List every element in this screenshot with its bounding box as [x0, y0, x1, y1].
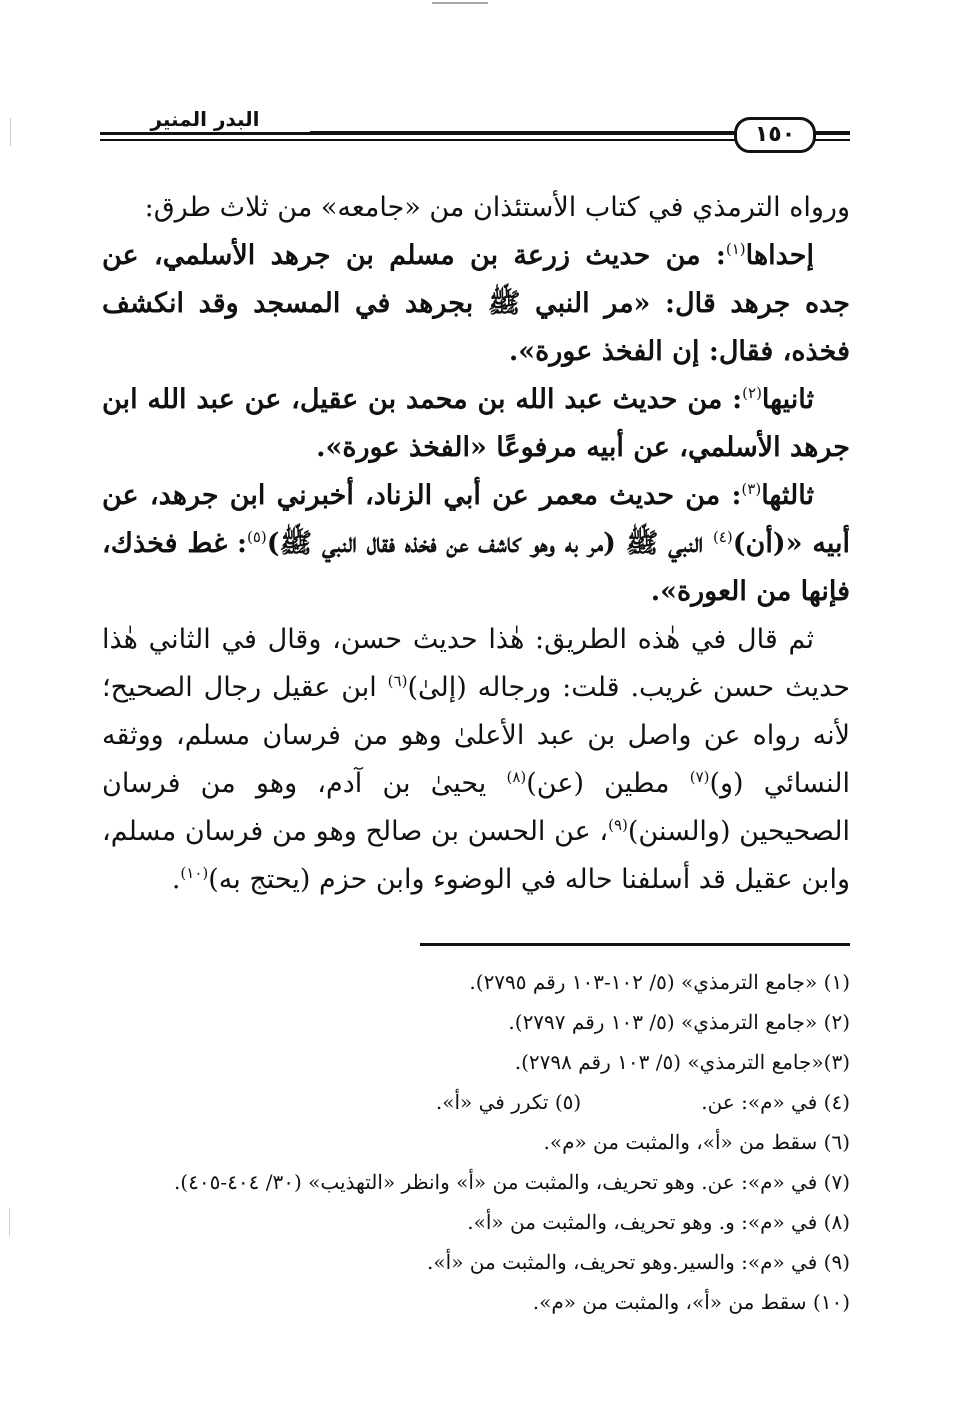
paragraph-text: : من حديث زرعة بن مسلم بن جرهد الأسلمي، عن جده جرهد قال: «مر النبي ﷺ بجرهد في المسجد وقد انكشف فخذه، فقال: إن الفخذ عورة». [102, 240, 850, 367]
paragraph-first-path [102, 232, 850, 376]
scan-mark [432, 2, 488, 4]
footnote-reference: (٧) [689, 768, 710, 786]
paragraph-text: النبي ﷺ (مر به وهو كاشف عن فخذه فقال النبي ﷺ) [266, 528, 713, 559]
paragraph-intro: ورواه الترمذي في كتاب الأستئذان من «جامعه» من ثلاث طرق: [144, 192, 850, 223]
footnote-5: (٥) تكرر في «أ». [435, 1090, 582, 1114]
footnote-4: (٤) في «م»: عن. [701, 1090, 850, 1114]
paragraph-commentary [102, 616, 850, 904]
path-label: ثانيها [761, 384, 814, 415]
footnote-10: (١٠) سقط من «أ»، والمثبت من «م». [532, 1290, 850, 1314]
path-label: ثالثها [761, 480, 814, 511]
scan-tick [10, 118, 11, 146]
footnote-3: (٣)«جامع الترمذي» (٥/ ١٠٣ رقم ٢٧٩٨). [514, 1050, 850, 1074]
running-title: البدر المنير [100, 106, 310, 132]
page-number: ١٥٠ [734, 117, 816, 153]
scan-tick [9, 1208, 10, 1236]
path-label: إحداها [745, 240, 814, 271]
paragraph-third-path [102, 472, 850, 616]
footnote-reference: (٦) [387, 672, 408, 690]
footnote-reference: (٤) [712, 528, 733, 546]
paragraph-text: . [171, 864, 181, 895]
footnote-reference: (٩) [608, 816, 628, 834]
paragraph-text: يحيىٰ بن آدم، وهو من فرسان الصحيحين (والسنن) [102, 768, 850, 847]
footnote-reference: (٨) [506, 768, 527, 786]
footnote-reference: (١) [725, 240, 746, 258]
footnote-reference: (٥) [246, 528, 267, 546]
paragraph-text: ثم قال في هٰذه الطريق: هٰذا حديث حسن، وقال في الثاني هٰذا حديث حسن غريب. قلت: ورجاله (إلىٰ) [102, 624, 850, 703]
footnote-6: (٦) سقط من «أ»، والمثبت من «م». [543, 1130, 850, 1154]
footnote-8: (٨) في «م»: و. وهو تحريف، والمثبت من «أ». [467, 1210, 850, 1234]
footnote-reference: (١٠) [180, 864, 209, 882]
paragraph-text: : من حديث عبد الله بن محمد بن عقيل، عن عبد الله ابن جرهد الأسلمي، عن أبيه مرفوعًا «الفخذ عورة». [102, 384, 850, 463]
footnote-1: (١) «جامع الترمذي» (٥/ ١٠٢-١٠٣ رقم ٢٧٩٥). [469, 970, 850, 994]
footnote-reference: (٣) [741, 480, 762, 498]
footnotes [100, 962, 850, 1322]
paragraph-text: مطين (عن) [526, 768, 690, 799]
footnote-row [100, 1082, 850, 1122]
paragraph-text: : غط فخذك، فإنها من العورة». [102, 528, 850, 607]
footnote-reference: (٢) [742, 384, 762, 402]
paragraph-text: : من حديث معمر عن أبي الزناد، أخبرني ابن جرهد، عن أبيه «(أن) [102, 480, 850, 559]
paragraph-text: ابن عقيل رجال الصحيح؛ لأنه رواه عن واصل بن عبد الأعلىٰ وهو من فرسان مسلم، ووثقه النسائي (و) [102, 672, 850, 799]
paragraph-text: ، عن الحسن بن صالح وهو من فرسان مسلم، وابن عقيل قد أسلفنا حاله في الوضوء وابن حزم (يحتج به) [102, 816, 850, 895]
footnote-9: (٩) في «م»: والسير.وهو تحريف، والمثبت من «أ». [427, 1250, 850, 1274]
page-header [100, 106, 850, 154]
footnote-7: (٧) في «م»: عن. وهو تحريف، والمثبت من «أ» وانظر «التهذيب» (٣٠/ ٤٠٤-٤٠٥). [173, 1170, 850, 1194]
footnote-2: (٢) «جامع الترمذي» (٥/ ١٠٣ رقم ٢٧٩٧). [508, 1010, 850, 1034]
main-text [102, 184, 850, 904]
footnote-separator [420, 943, 850, 946]
paragraph-second-path [102, 376, 850, 472]
